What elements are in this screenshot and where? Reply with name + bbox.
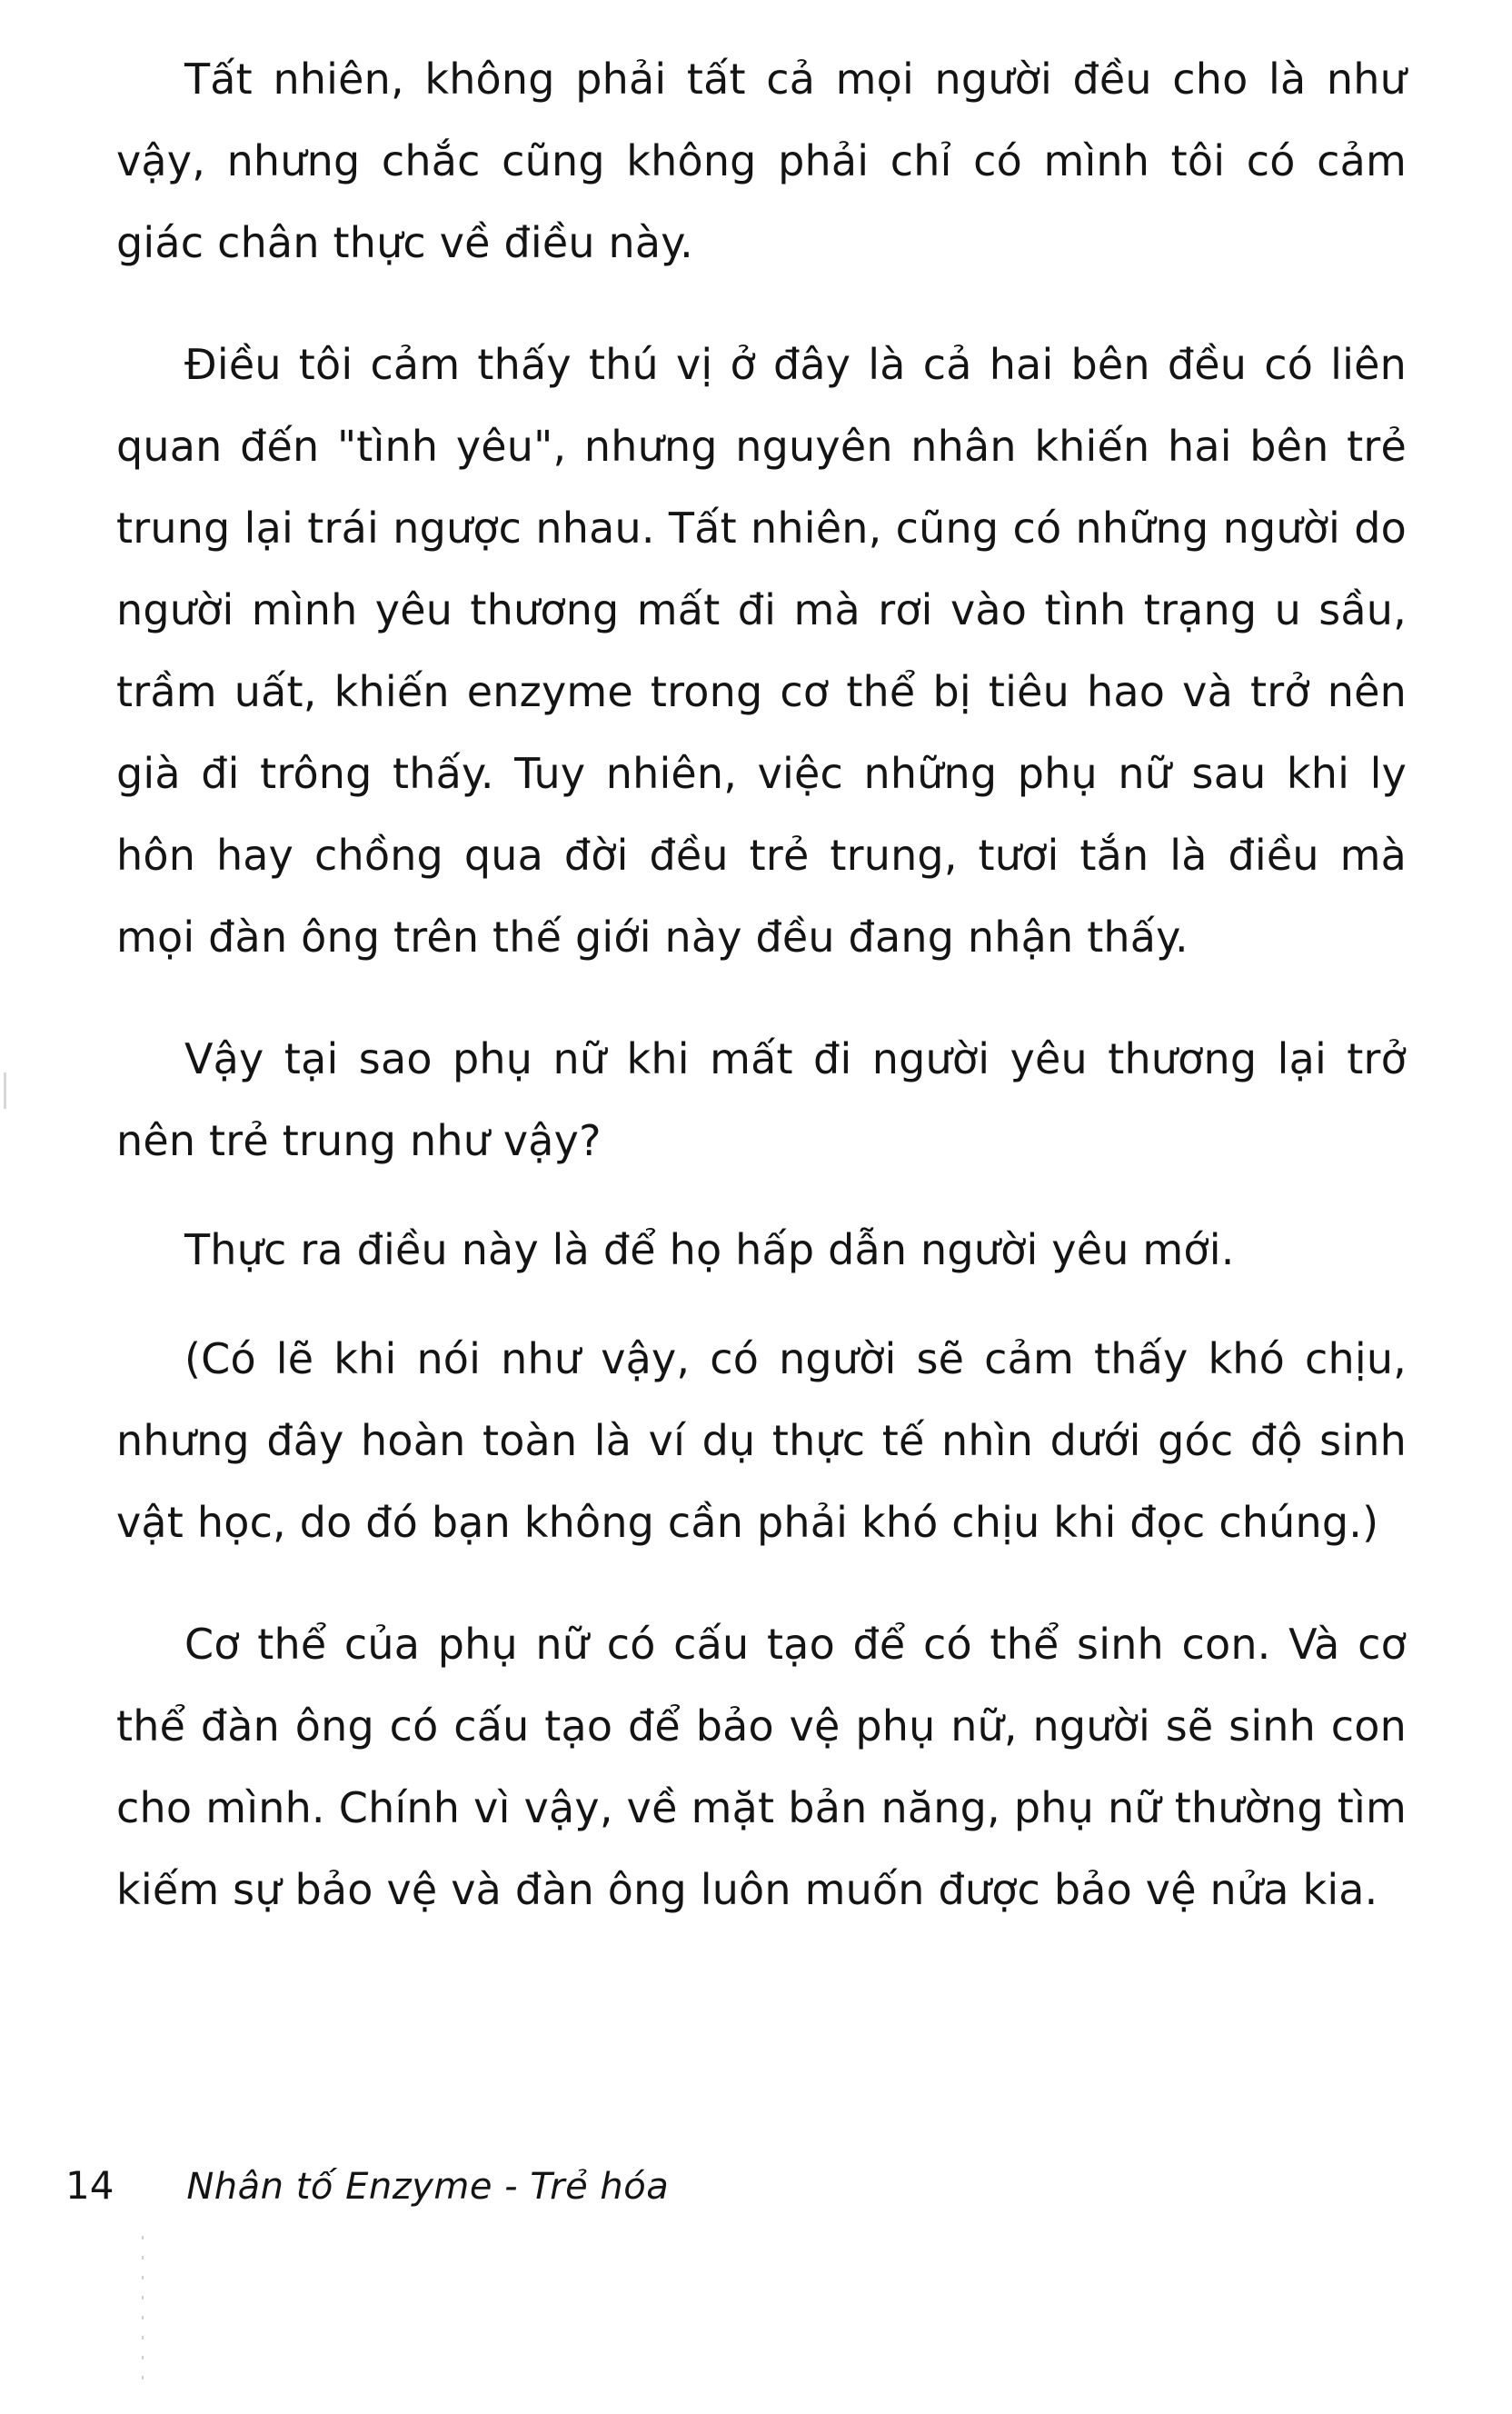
page-footer (65, 2159, 669, 2214)
page-number: 14 (65, 2163, 114, 2208)
paragraph-5: (Có lẽ khi nói như vậy, có người sẽ cảm thấy khó chịu, nhưng đây hoàn toàn là ví dụ thực tế nhìn dưới góc độ sinh vật học, do đó bạn không cần phải khó chịu khi đọc chúng.) (116, 1334, 1407, 1547)
scan-margin-mark (4, 1072, 6, 1109)
paragraph-6: Cơ thể của phụ nữ có cấu tạo để có thể sinh con. Và cơ thể đàn ông có cấu tạo để bảo vệ phụ nữ, người sẽ sinh con cho mình. Chính vì vậy, về mặt bản năng, phụ nữ thường tìm kiếm sự bảo vệ và đàn ông luôn muốn được bảo vệ nửa kia. (116, 1620, 1407, 1914)
paragraph-3: Vậy tại sao phụ nữ khi mất đi người yêu thương lại trở nên trẻ trung như vậy? (116, 1034, 1407, 1165)
paragraph-2: Điều tôi cảm thấy thú vị ở đây là cả hai bên đều có liên quan đến "tình yêu", nhưng nguyên nhân khiến hai bên trẻ trung lại trái ngược nhau. Tất nhiên, cũng có những người do người mình yêu thương mất đi mà rơi vào tình trạng u sầu, trầm uất, khiến enzyme trong cơ thể bị tiêu hao và trở nên già đi trông thấy. Tuy nhiên, việc những phụ nữ sau khi ly hôn hay chồng qua đời đều trẻ trung, tươi tắn là điều mà mọi đàn ông trên thế giới này đều đang nhận thấy. (116, 340, 1407, 962)
page-body (116, 38, 1407, 1970)
scan-margin-dots (142, 2236, 144, 2381)
paragraph-4: Thực ra điều này là để họ hấp dẫn người yêu mới. (184, 1225, 1235, 1274)
running-title: Nhân tố Enzyme - Trẻ hóa (186, 2166, 670, 2208)
paragraph-1: Tất nhiên, không phải tất cả mọi người đều cho là như vậy, nhưng chắc cũng không phải chỉ có mình tôi có cảm giác chân thực về điều này. (116, 55, 1407, 267)
